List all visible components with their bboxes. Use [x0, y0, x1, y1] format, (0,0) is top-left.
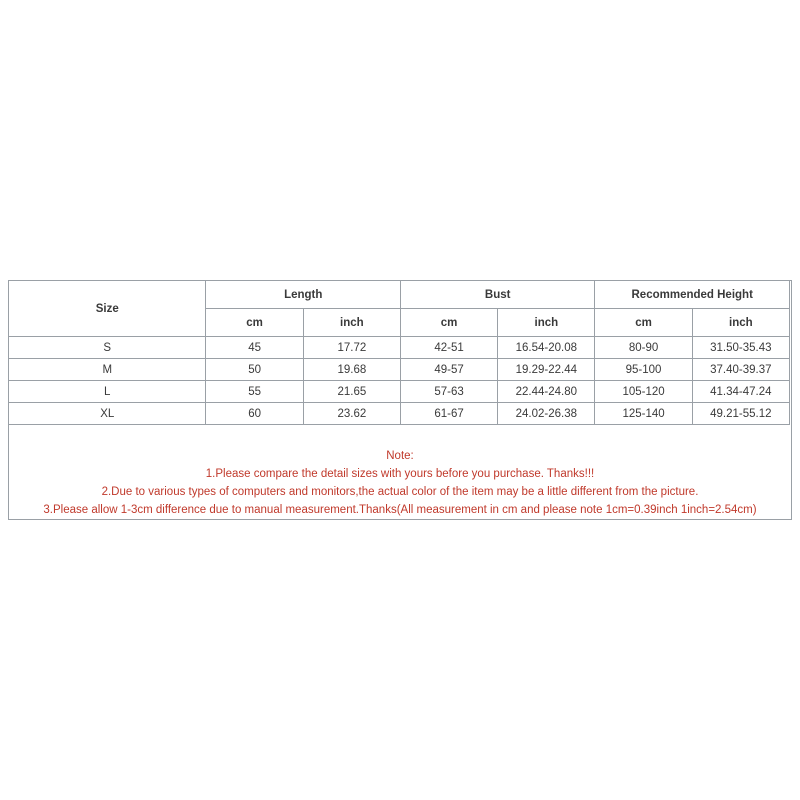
size-cell: S: [9, 337, 206, 359]
size-table: [8, 280, 790, 425]
note-title: Note:: [386, 450, 414, 462]
size-cell: M: [9, 359, 206, 381]
length-cm-cell: 60: [206, 403, 303, 425]
height-inch-cell: 41.34-47.24: [692, 381, 789, 403]
height-cm-cell: 95-100: [595, 359, 692, 381]
note-line-2: 2.Due to various types of computers and monitors,the actual color of the item may be a little different from the picture.: [101, 486, 699, 498]
length-inch-cell: 19.68: [303, 359, 400, 381]
length-inch-cell: 23.62: [303, 403, 400, 425]
bust-inch-cell: 24.02-26.38: [498, 403, 595, 425]
size-chart: [8, 280, 792, 520]
notes-section: [9, 447, 791, 519]
unit-inch: inch: [692, 309, 789, 337]
bust-cm-cell: 61-67: [400, 403, 497, 425]
size-header: Size: [9, 281, 206, 337]
size-cell: L: [9, 381, 206, 403]
table-row: [9, 403, 790, 425]
bust-header: Bust: [400, 281, 594, 309]
unit-inch: inch: [498, 309, 595, 337]
unit-cm: cm: [595, 309, 692, 337]
height-cm-cell: 80-90: [595, 337, 692, 359]
bust-inch-cell: 16.54-20.08: [498, 337, 595, 359]
unit-cm: cm: [400, 309, 497, 337]
length-cm-cell: 45: [206, 337, 303, 359]
bust-cm-cell: 49-57: [400, 359, 497, 381]
height-inch-cell: 31.50-35.43: [692, 337, 789, 359]
length-cm-cell: 50: [206, 359, 303, 381]
size-cell: XL: [9, 403, 206, 425]
unit-inch: inch: [303, 309, 400, 337]
bust-cm-cell: 57-63: [400, 381, 497, 403]
table-row: [9, 359, 790, 381]
height-header: Recommended Height: [595, 281, 790, 309]
bust-inch-cell: 22.44-24.80: [498, 381, 595, 403]
height-inch-cell: 37.40-39.37: [692, 359, 789, 381]
height-cm-cell: 105-120: [595, 381, 692, 403]
length-inch-cell: 17.72: [303, 337, 400, 359]
height-inch-cell: 49.21-55.12: [692, 403, 789, 425]
note-line-1: 1.Please compare the detail sizes with yours before you purchase. Thanks!!!: [205, 468, 595, 480]
height-cm-cell: 125-140: [595, 403, 692, 425]
length-cm-cell: 55: [206, 381, 303, 403]
note-line-3: 3.Please allow 1-3cm difference due to manual measurement.Thanks(All measurement in cm and please note 1cm=0.39inch 1inch=2.54cm): [43, 504, 757, 516]
length-header: Length: [206, 281, 400, 309]
unit-cm: cm: [206, 309, 303, 337]
table-row: [9, 381, 790, 403]
header-row: [9, 281, 790, 309]
table-row: [9, 337, 790, 359]
length-inch-cell: 21.65: [303, 381, 400, 403]
bust-inch-cell: 19.29-22.44: [498, 359, 595, 381]
bust-cm-cell: 42-51: [400, 337, 497, 359]
